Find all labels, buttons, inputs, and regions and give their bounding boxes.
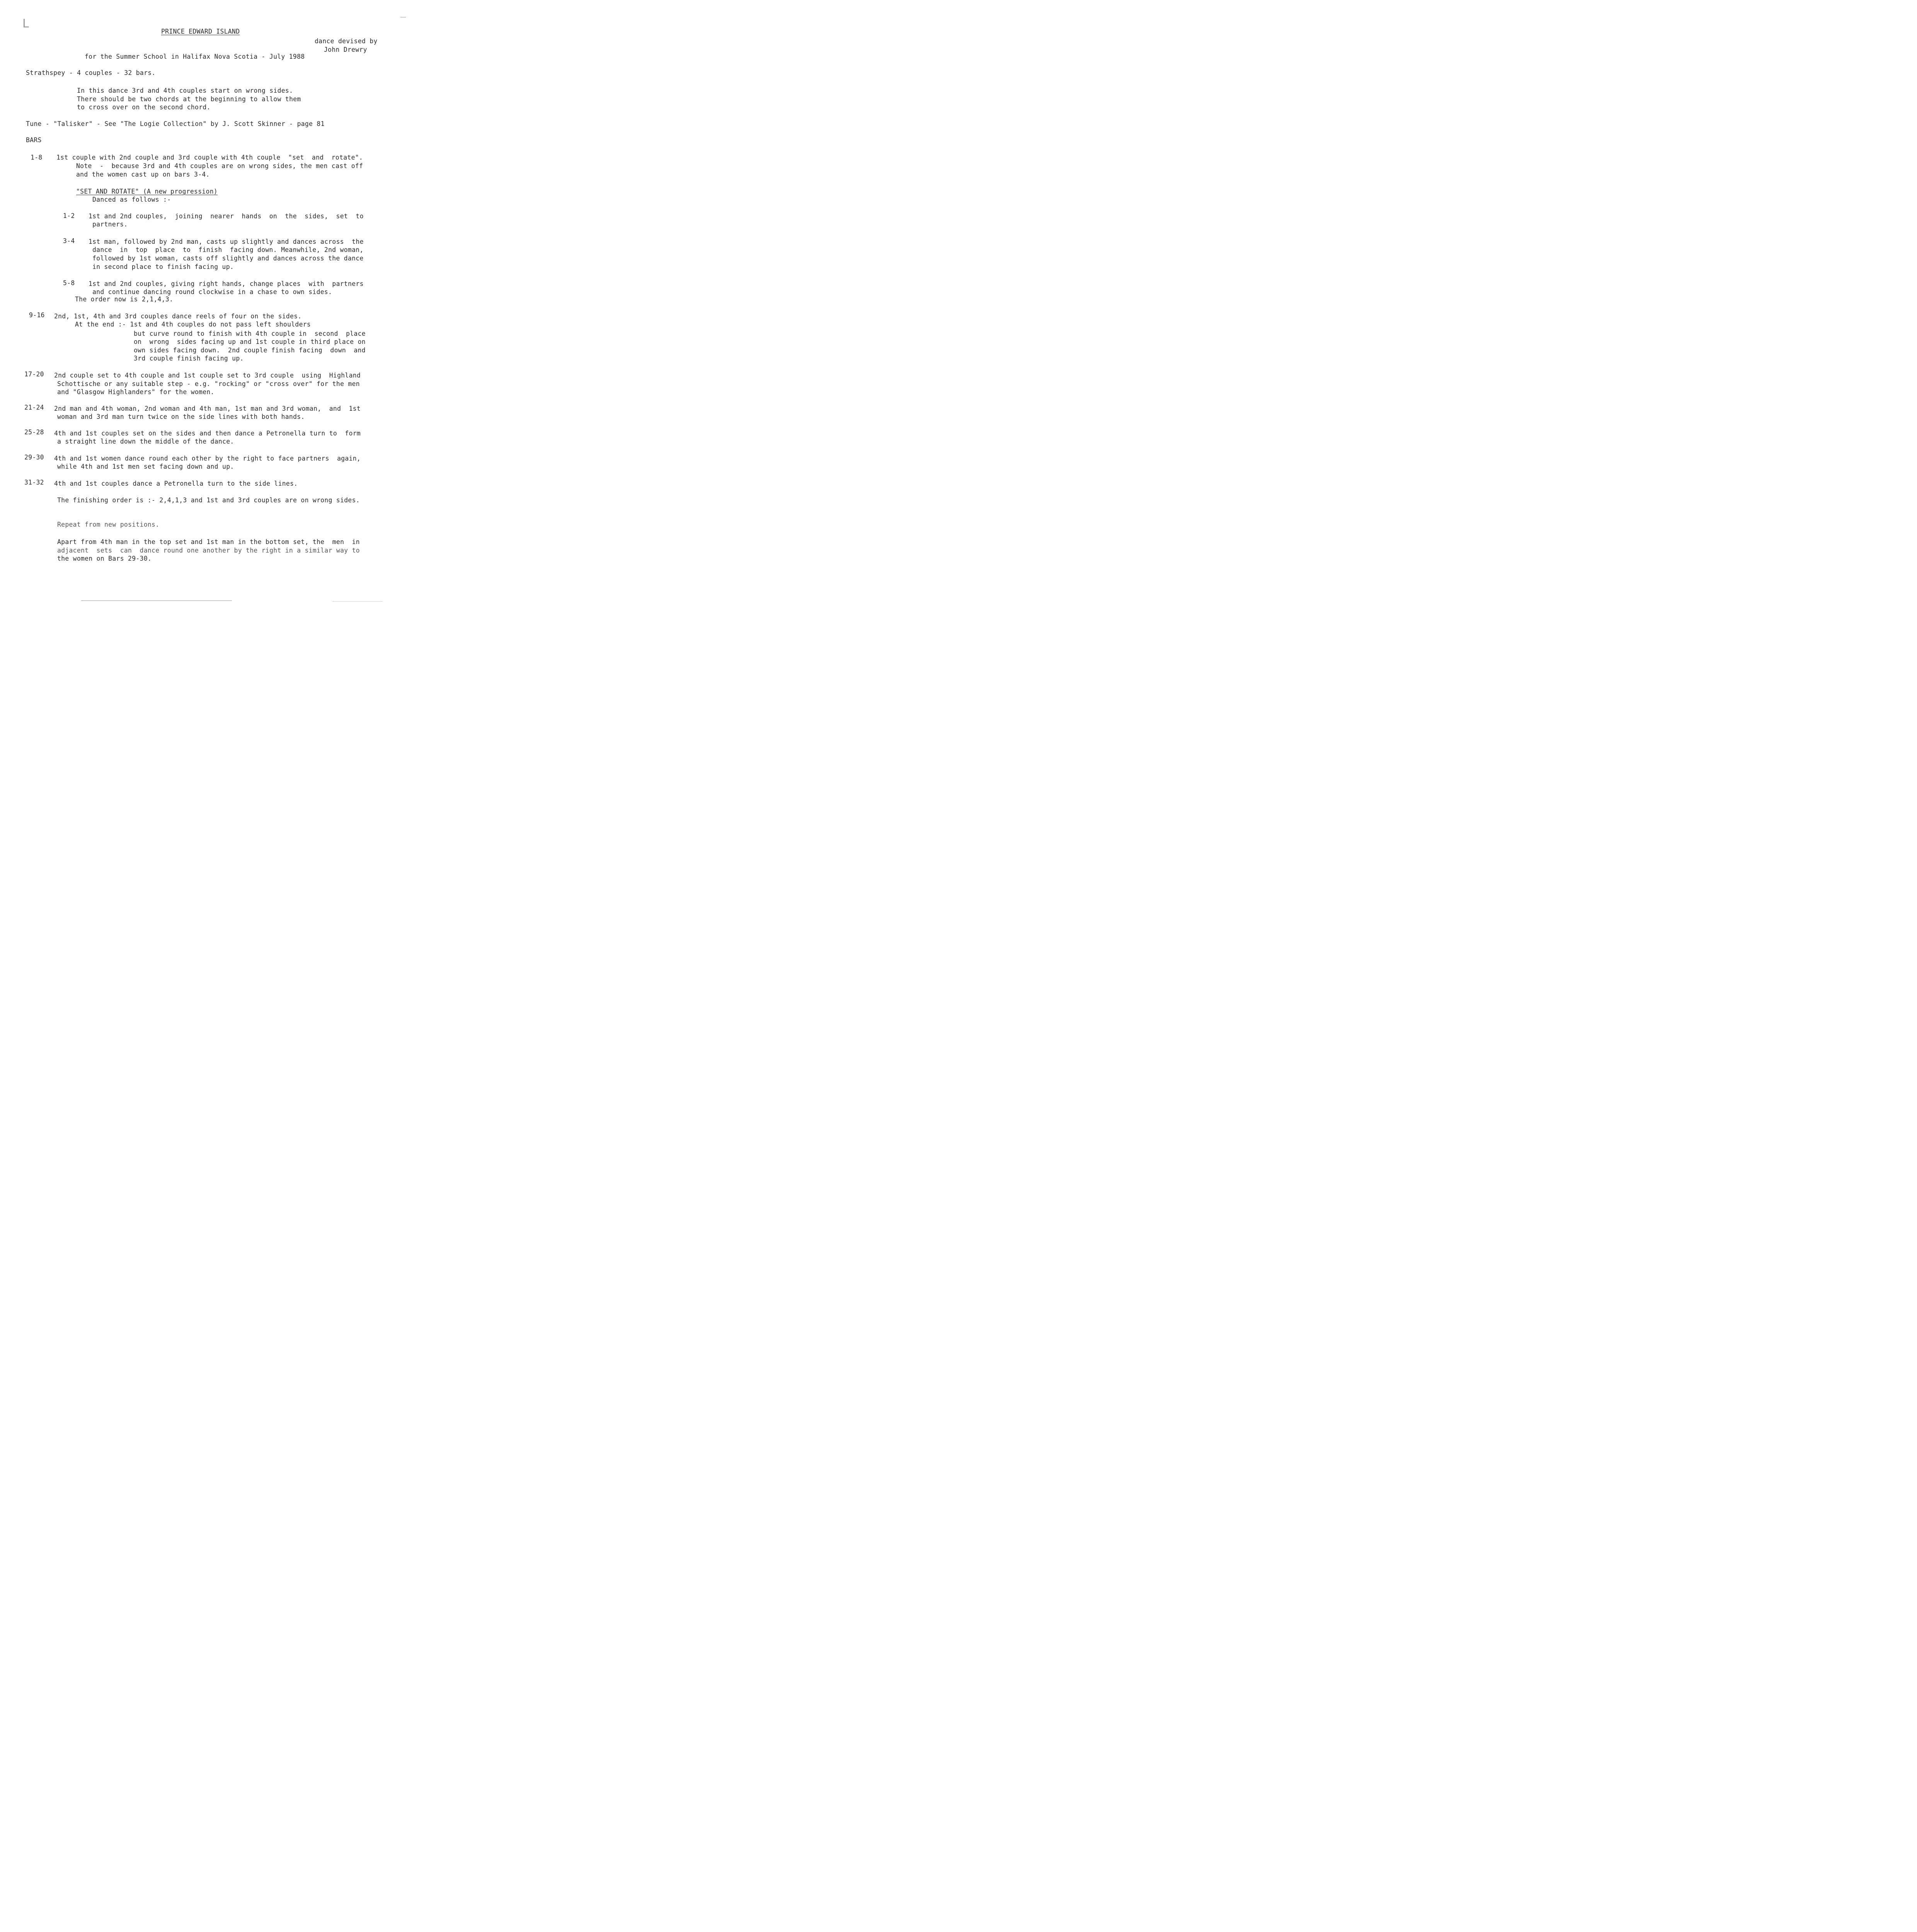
finishing-order: The finishing order is :- 2,4,1,3 and 1st and 3rd couples are on wrong sides.: [57, 497, 360, 504]
figure-line: while 4th and 1st men set facing down and up.: [57, 463, 234, 470]
tune-line: Tune - "Talisker" - See "The Logie Collection" by J. Scott Skinner - page 81: [26, 120, 325, 128]
bars-number: 3-4: [63, 237, 75, 245]
figure-line: 2nd couple set to 4th couple and 1st couple set to 3rd couple using Highland: [54, 372, 361, 379]
intro-line-2: There should be two chords at the beginning to allow them: [77, 95, 301, 103]
figure-line: 3rd couple finish facing up.: [134, 355, 244, 362]
figure-line: 4th and 1st women dance round each other by the right to face partners again,: [54, 455, 361, 462]
bottom-rule: [81, 600, 232, 601]
dance-format: Strathspey - 4 couples - 32 bars.: [26, 69, 156, 77]
figure-line: At the end :- 1st and 4th couples do not pass left shoulders: [75, 321, 311, 328]
figure-line: 1st and 2nd couples, joining nearer hands on the sides, set to: [89, 213, 364, 220]
figure-line: 4th and 1st couples dance a Petronella turn to the side lines.: [54, 480, 298, 487]
figure-line: Note - because 3rd and 4th couples are on wrong sides, the men cast off: [76, 162, 363, 170]
figure-line: dance in top place to finish facing down. Meanwhile, 2nd woman,: [92, 246, 364, 253]
figure-line: 2nd, 1st, 4th and 3rd couples dance reels of four on the sides.: [54, 313, 302, 320]
bars-heading: BARS: [26, 136, 42, 144]
closing-note-line: the women on Bars 29-30.: [57, 555, 152, 562]
repeat-note: Repeat from new positions.: [57, 521, 160, 528]
bars-number: 31-32: [24, 479, 44, 486]
set-and-rotate-heading: "SET AND ROTATE" (A new progression): [76, 188, 218, 195]
set-and-rotate-subheading: Danced as follows :-: [92, 196, 171, 203]
devised-by-label: dance devised by: [315, 37, 378, 45]
bottom-rule: [332, 601, 383, 602]
bars-number: 9-16: [29, 311, 45, 319]
figure-line: followed by 1st woman, casts off slightly and dances across the dance: [92, 255, 364, 262]
page-title: PRINCE EDWARD ISLAND: [161, 28, 240, 35]
handwritten-l-mark: L: [22, 17, 29, 31]
order-note: The order now is 2,1,4,3.: [75, 296, 174, 303]
figure-line: on wrong sides facing up and 1st couple in third place on: [134, 338, 366, 345]
bars-number: 5-8: [63, 279, 75, 287]
figure-line: and "Glasgow Highlanders" for the women.: [57, 388, 215, 396]
figure-line: a straight line down the middle of the dance.: [57, 438, 234, 445]
bars-number: 1-8: [31, 154, 43, 161]
bars-number: 25-28: [24, 429, 44, 436]
figure-line: 1st couple with 2nd couple and 3rd couple with 4th couple "set and rotate".: [56, 154, 363, 161]
intro-line-1: In this dance 3rd and 4th couples start on wrong sides.: [77, 87, 293, 94]
closing-note-line: Apart from 4th man in the top set and 1st man in the bottom set, the men in: [57, 538, 360, 546]
author-name: John Drewry: [324, 46, 367, 53]
bars-number: 21-24: [24, 404, 44, 411]
figure-line: but curve round to finish with 4th couple in second place: [134, 330, 366, 337]
occasion-line: for the Summer School in Halifax Nova Scotia - July 1988: [85, 53, 305, 60]
intro-line-3: to cross over on the second chord.: [77, 104, 211, 111]
figure-line: woman and 3rd man turn twice on the side lines with both hands.: [57, 413, 305, 420]
figure-line: own sides facing down. 2nd couple finish facing down and: [134, 347, 366, 354]
figure-line: 4th and 1st couples set on the sides and then dance a Petronella turn to form: [54, 430, 361, 437]
bars-number: 17-20: [24, 371, 44, 378]
closing-note-line: adjacent sets can dance round one another by the right in a similar way to: [57, 547, 360, 554]
figure-line: and the women cast up on bars 3-4.: [76, 171, 210, 178]
figure-line: 2nd man and 4th woman, 2nd woman and 4th man, 1st man and 3rd woman, and 1st: [54, 405, 361, 412]
figure-line: Schottische or any suitable step - e.g. "rocking" or "cross over" for the men: [57, 380, 360, 388]
figure-line: partners.: [92, 221, 128, 228]
bars-number: 1-2: [63, 212, 75, 219]
figure-line: 1st and 2nd couples, giving right hands, change places with partners: [89, 280, 364, 287]
figure-line: 1st man, followed by 2nd man, casts up slightly and dances across the: [89, 238, 364, 245]
figure-line: and continue dancing round clockwise in a chase to own sides.: [92, 288, 332, 296]
bars-number: 29-30: [24, 454, 44, 461]
figure-line: in second place to finish facing up.: [92, 263, 234, 270]
